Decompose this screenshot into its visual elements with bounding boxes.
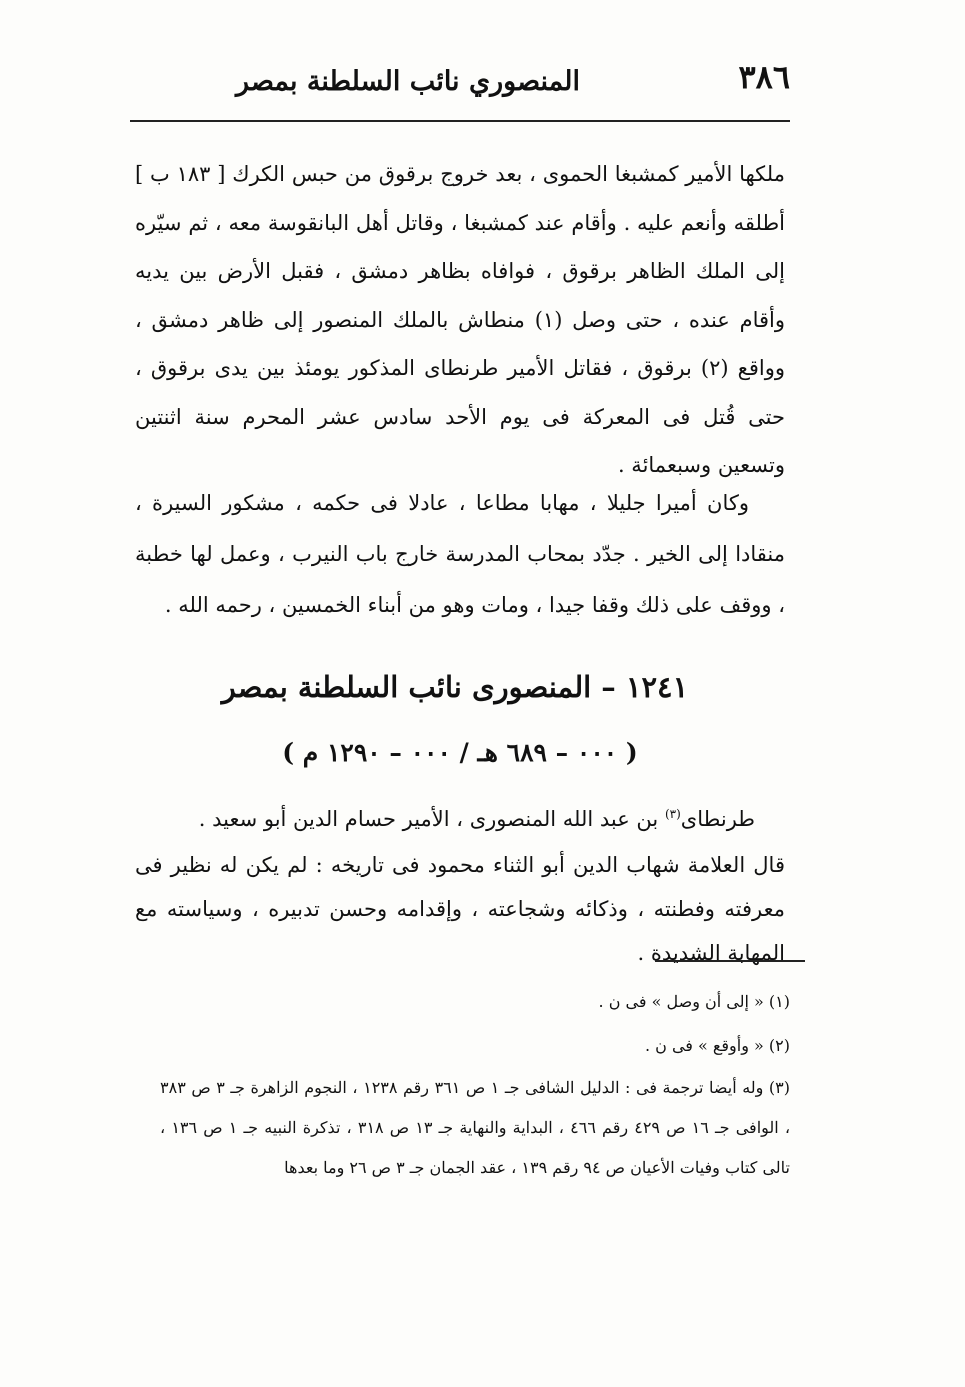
page-number: ٣٨٦ <box>738 58 790 96</box>
header-rule <box>130 120 790 122</box>
running-title: المنصوري نائب السلطنة بمصر <box>236 66 580 97</box>
paragraph-text: وكان أميرا جليلا ، مهابا مطاعا ، عادلا فى حكمه ، مشكور السيرة ، منقادا إلى الخير . جدّد بمحاب المدرسة خارج باب النيرب ، وعمل لها خطبة ، ووقف على ذلك وقفا جيدا ، ومات وهو من أبناء الخمسين ، رحمه الله . <box>135 491 785 617</box>
paragraph-text: قال العلامة شهاب الدين أبو الثناء محمود فى تاريخه : لم يكن له نظير فى معرفته وفطنته ، وذكائه وشجاعته ، وإقدامه وحسن تدبيره ، وسياسته مع المهابة الشديدة . <box>135 853 785 965</box>
footnote-rule <box>655 960 805 962</box>
running-header <box>130 52 790 112</box>
footnotes <box>160 980 790 1188</box>
footnote-3: (٣) وله أيضا ترجمة فى : الدليل الشافى جـ ١ ص ٣٦١ رقم ١٢٣٨ ، النجوم الزاهرة جـ ٣ ص ٣٨٣ ، الوافى جـ ١٦ ص ٤٢٩ رقم ٤٦٦ ، البداية والنهاية جـ ١٣ ص ٣١٨ ، تذكرة النبيه جـ ١ ص ١٣٦ ، تالى كتاب وفيات الأعيان ص ٩٤ رقم ١٣٩ ، عقد الجمان جـ ٣ ص ٢٦ وما بعدها <box>160 1078 791 1177</box>
body-paragraph-2 <box>135 478 785 631</box>
entry-name-line <box>135 794 755 839</box>
footnote-1: (١) « إلى أن وصل » فى ن . <box>598 992 790 1011</box>
paragraph-text: ملكها الأمير كمشبغا الحموى ، بعد خروج برقوق من حبس الكرك [ ١٨٣ ب ] أطلقه وأنعم عليه . وأقام عند كمشبغا ، وقاتل أهل البانقوسة معه ، ثم سيّره إلى الملك الظاهر برقوق ، فوافاه بظاهر دمشق ، فقبل الأرض بين يديه وأقام عنده ، حتى وصل (١) منطاش بالملك المنصور إلى ظاهر دمشق ، وواقع (٢) برقوق ، فقاتل الأمير طرنطاى المذكور يومئذ بين يدى برقوق ، حتى قُتل فى المعركة فى يوم الأحد سادس عشر المحرم سنة اثنتين وتسعين وسبعمائة . <box>135 162 786 477</box>
footnote-marker: (٣) <box>664 807 681 821</box>
entry-title: ١٢٤١ – المنصورى نائب السلطنة بمصر <box>221 670 689 704</box>
entry-dates: ( ٠٠٠ – ٦٨٩ هـ / ٠٠٠ – ١٢٩٠ م ) <box>282 738 638 767</box>
body-paragraph-1 <box>135 150 785 490</box>
entry-name-rest: بن عبد الله المنصورى ، الأمير حسام الدين أبو سعيد . <box>198 807 659 831</box>
entry-name-word: طرنطاى <box>680 807 755 831</box>
footnote-2: (٢) « وأوقع » فى ن . <box>644 1036 790 1055</box>
body-paragraph-quote <box>135 843 785 975</box>
